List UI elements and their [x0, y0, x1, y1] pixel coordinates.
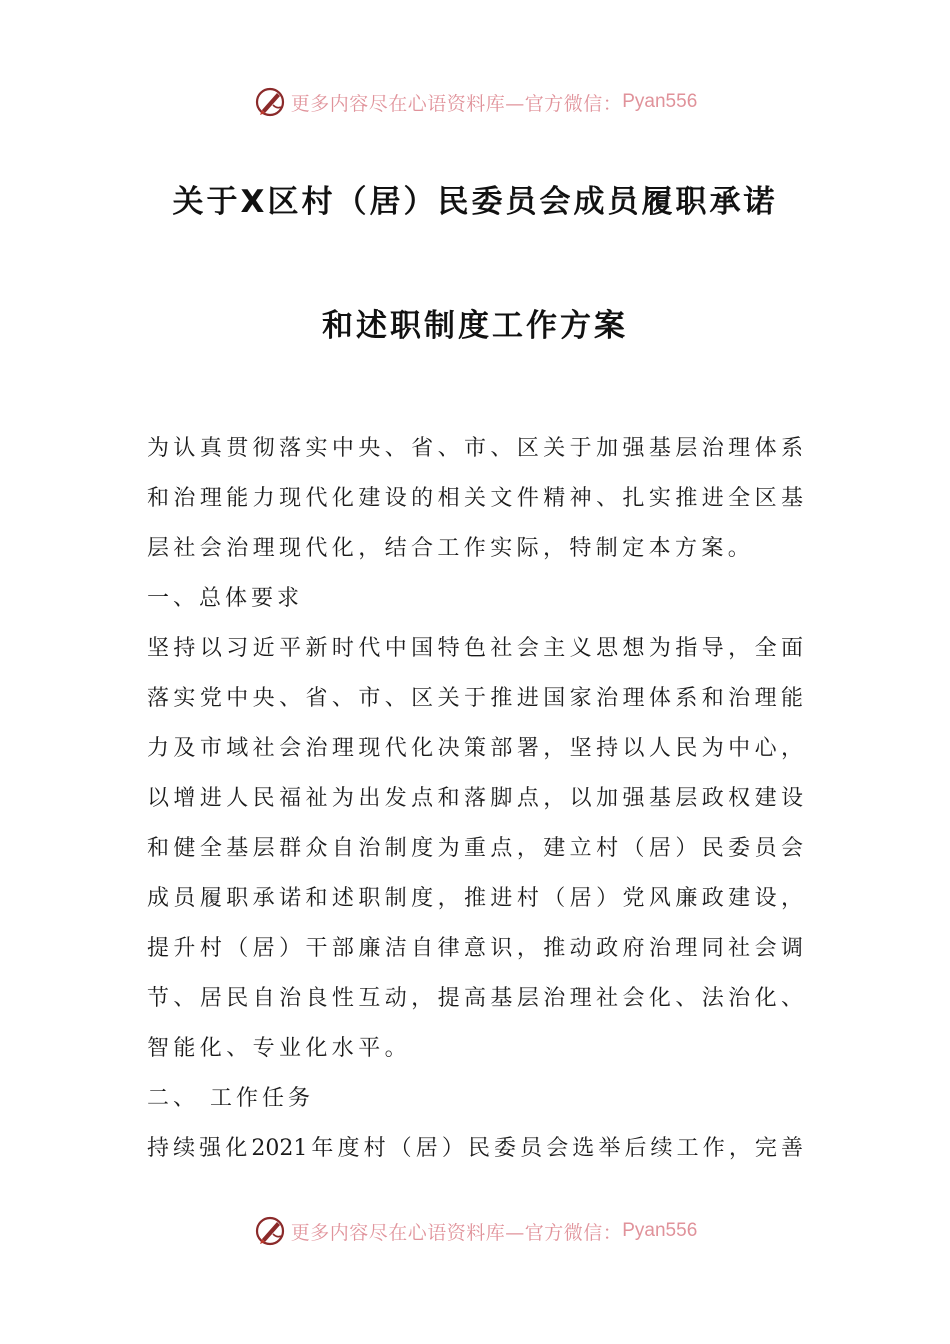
- watermark-account: Pyan556: [622, 1220, 698, 1241]
- body-line-15: 持续强化2021年度村（居）民委员会选举后续工作，完善: [147, 1136, 803, 1161]
- body-line-6: 落实党中央、省、市、区关于推进国家治理体系和治理能: [147, 686, 803, 711]
- section-heading-2: 二、 工作任务: [147, 1086, 314, 1111]
- body-line-9: 和健全基层群众自治制度为重点，建立村（居）民委员会: [147, 836, 803, 861]
- section-heading-1: 一、总体要求: [147, 586, 304, 611]
- pen-logo-icon: [253, 85, 287, 119]
- body-line-3: 层社会治理现代化，结合工作实际，特制定本方案。: [147, 536, 755, 561]
- body-line-11: 提升村（居）干部廉洁自律意识，推动政府治理同社会调: [147, 936, 803, 961]
- body-line-13: 智能化、专业化水平。: [147, 1036, 412, 1061]
- document-title-line-2: 和述职制度工作方案: [322, 308, 628, 344]
- pen-logo-icon: [253, 1214, 287, 1248]
- body-line-5: 坚持以习近平新时代中国特色社会主义思想为指导，全面: [147, 636, 803, 661]
- body-line-8: 以增进人民福祉为出发点和落脚点，以加强基层政权建设: [147, 786, 803, 811]
- watermark-text: 更多内容尽在心语资料库—官方微信：: [290, 1221, 623, 1244]
- document-title-line-1: 关于X区村（居）民委员会成员履职承诺: [172, 184, 778, 220]
- body-line-10: 成员履职承诺和述职制度，推进村（居）党风廉政建设，: [147, 886, 803, 911]
- watermark-header: [0, 82, 950, 122]
- watermark-text: 更多内容尽在心语资料库—官方微信：: [290, 92, 623, 115]
- watermark-footer: [0, 1211, 950, 1251]
- body-line-7: 力及市域社会治理现代化决策部署，坚持以人民为中心，: [147, 736, 803, 761]
- watermark-account: Pyan556: [622, 91, 698, 112]
- body-line-1: 为认真贯彻落实中央、省、市、区关于加强基层治理体系: [147, 436, 803, 461]
- body-line-2: 和治理能力现代化建设的相关文件精神、扎实推进全区基: [147, 486, 803, 511]
- body-line-12: 节、居民自治良性互动，提高基层治理社会化、法治化、: [147, 986, 803, 1011]
